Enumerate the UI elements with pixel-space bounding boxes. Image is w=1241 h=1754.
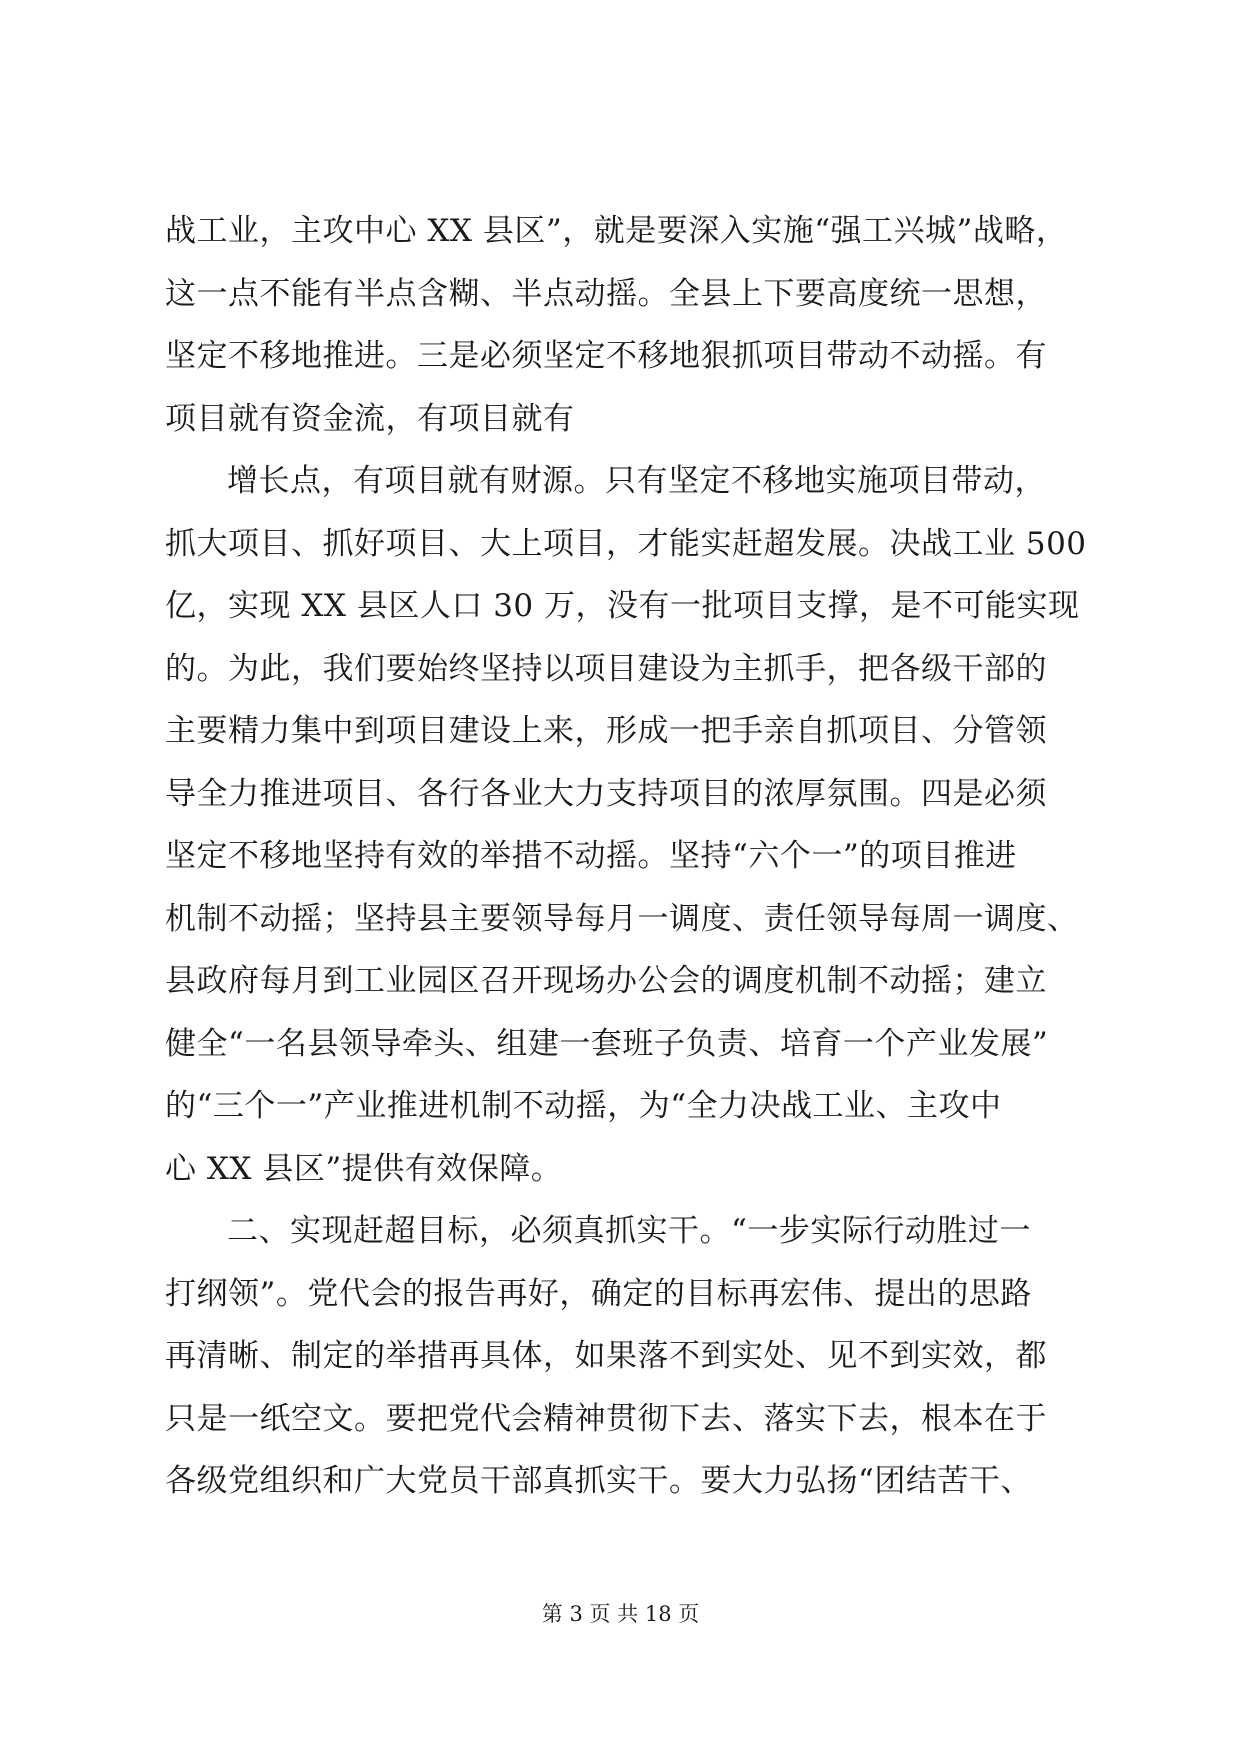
text-line: 的。为此，我们要始终坚持以项目建设为主抓手，把各级干部的 [165, 650, 1047, 687]
text-line: 坚定不移地坚持有效的举措不动摇。坚持“六个一”的项目推进 [165, 838, 1017, 874]
text-line: 只是一纸空文。要把党代会精神贯彻下去、落实下去，根本在于 [165, 1400, 1047, 1437]
document-body [165, 200, 1085, 1513]
text-line: 的“三个一”产业推进机制不动摇，为“全力决战工业、主攻中 [165, 1088, 1002, 1124]
text-line: 机制不动摇；坚持县主要领导每月一调度、责任领导每周一调度、 [165, 900, 1079, 937]
text-line: 心 XX 县区”提供有效保障。 [165, 1150, 563, 1187]
text-line: 各级党组织和广大党员干部真抓实干。要大力弘扬“团结苦干、 [165, 1463, 1032, 1499]
text-line: 战工业，主攻中心 XX 县区”，就是要深入实施“强工兴城”战略， [165, 213, 1068, 249]
text-line: 主要精力集中到项目建设上来，形成一把手亲自抓项目、分管领 [165, 713, 1047, 749]
paragraph-start-line: 二、实现赶超目标，必须真抓实干。“一步实际行动胜过一 [227, 1213, 1031, 1249]
text-line: 打纲领”。党代会的报告再好，确定的目标再宏伟、提出的思路 [165, 1275, 1032, 1312]
text-line: 县政府每月到工业园区召开现场办公会的调度机制不动摇；建立 [165, 963, 1047, 999]
paragraph-start-line: 增长点，有项目就有财源。只有坚定不移地实施项目带动， [227, 463, 1046, 499]
text-line: 抓大项目、抓好项目、大上项目，才能实赶超发展。决战工业 500 [165, 525, 1087, 562]
text-line: 亿，实现 XX 县区人口 30 万，没有一批项目支撑，是不可能实现 [165, 588, 1080, 624]
text-line: 项目就有资金流，有项目就有 [165, 400, 575, 437]
text-line: 坚定不移地推进。三是必须坚定不移地狠抓项目带动不动摇。有 [165, 338, 1047, 374]
text-line: 导全力推进项目、各行各业大力支持项目的浓厚氛围。四是必须 [165, 775, 1047, 812]
text-line: 健全“一名县领导牵头、组建一套班子负责、培育一个产业发展” [165, 1025, 1049, 1062]
page-number-footer: 第 3 页 共 18 页 [541, 1602, 700, 1626]
text-line: 这一点不能有半点含糊、半点动摇。全县上下要高度统一思想， [165, 275, 1047, 312]
text-line: 再清晰、制定的举措再具体，如果落不到实处、见不到实效，都 [165, 1338, 1047, 1374]
